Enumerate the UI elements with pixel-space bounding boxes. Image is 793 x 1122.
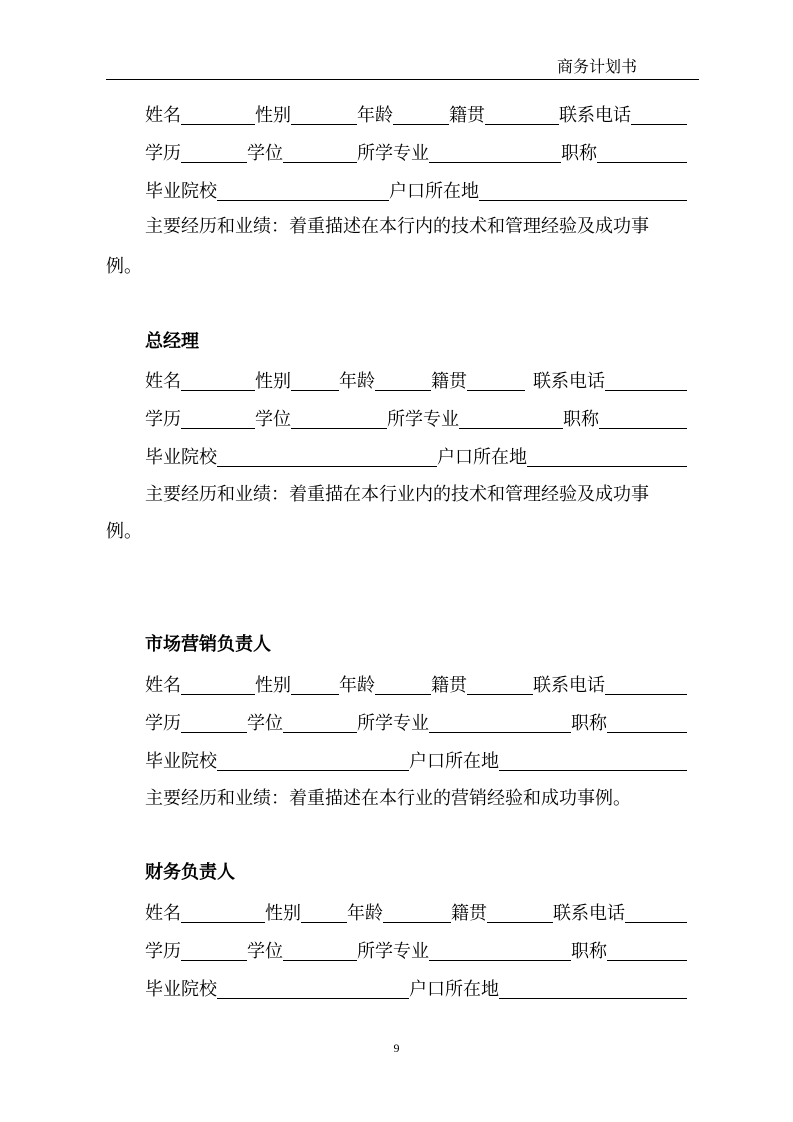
degree-blank[interactable] xyxy=(283,713,357,733)
phone-label: 联系电话 xyxy=(533,371,605,392)
hukou-blank[interactable] xyxy=(499,979,687,999)
section-title-marketing-head: 市场营销负责人 xyxy=(145,634,271,655)
phone-label: 联系电话 xyxy=(559,105,631,126)
hukou-label: 户口所在地 xyxy=(437,447,527,468)
origin-label: 籍贯 xyxy=(431,675,467,696)
major-label: 所学专业 xyxy=(357,143,429,164)
experience-text: 主要经历和业绩：着重描在本行业内的技术和管理经验及成功事 xyxy=(145,484,649,505)
origin-blank[interactable] xyxy=(467,371,525,391)
education-blank[interactable] xyxy=(181,409,255,429)
phone-blank[interactable] xyxy=(631,105,687,125)
gender-blank[interactable] xyxy=(291,371,339,391)
major-blank[interactable] xyxy=(459,409,563,429)
school-blank[interactable] xyxy=(217,979,409,999)
title-rank-label: 职称 xyxy=(563,409,599,430)
education-row xyxy=(145,407,687,431)
education-label: 学历 xyxy=(145,941,181,962)
page-number: 9 xyxy=(393,1041,400,1055)
degree-blank[interactable] xyxy=(291,409,387,429)
phone-label: 联系电话 xyxy=(553,903,625,924)
section-title-finance-head: 财务负责人 xyxy=(145,862,235,883)
phone-label: 联系电话 xyxy=(533,675,605,696)
school-row xyxy=(145,179,687,203)
age-label: 年龄 xyxy=(357,105,393,126)
education-blank[interactable] xyxy=(181,143,247,163)
age-blank[interactable] xyxy=(375,675,431,695)
major-blank[interactable] xyxy=(429,143,561,163)
education-row xyxy=(145,141,687,165)
degree-label: 学位 xyxy=(247,143,283,164)
school-row xyxy=(145,749,687,773)
origin-label: 籍贯 xyxy=(431,371,467,392)
experience-text-continued: 例。 xyxy=(106,256,142,277)
major-label: 所学专业 xyxy=(357,713,429,734)
school-blank[interactable] xyxy=(217,751,409,771)
title-rank-blank[interactable] xyxy=(607,941,687,961)
age-label: 年龄 xyxy=(339,675,375,696)
age-blank[interactable] xyxy=(393,105,449,125)
name-blank[interactable] xyxy=(181,903,265,923)
degree-label: 学位 xyxy=(247,941,283,962)
gender-label: 性别 xyxy=(265,903,301,924)
education-label: 学历 xyxy=(145,143,181,164)
degree-label: 学位 xyxy=(247,713,283,734)
hukou-label: 户口所在地 xyxy=(409,979,499,1000)
phone-blank[interactable] xyxy=(605,675,687,695)
name-blank[interactable] xyxy=(181,105,255,125)
header-title: 商务计划书 xyxy=(557,57,638,76)
personal-info-row xyxy=(145,673,687,697)
hukou-label: 户口所在地 xyxy=(389,181,479,202)
hukou-blank[interactable] xyxy=(527,447,687,467)
gender-label: 性别 xyxy=(255,105,291,126)
origin-blank[interactable] xyxy=(485,105,559,125)
education-label: 学历 xyxy=(145,409,181,430)
name-label: 姓名 xyxy=(145,903,181,924)
hukou-blank[interactable] xyxy=(479,181,687,201)
personal-info-row xyxy=(145,103,687,127)
name-blank[interactable] xyxy=(181,675,255,695)
age-blank[interactable] xyxy=(375,371,431,391)
title-rank-blank[interactable] xyxy=(597,143,687,163)
education-blank[interactable] xyxy=(181,941,247,961)
origin-label: 籍贯 xyxy=(449,105,485,126)
name-blank[interactable] xyxy=(181,371,255,391)
personal-info-row xyxy=(145,369,687,393)
school-label: 毕业院校 xyxy=(145,447,217,468)
name-label: 姓名 xyxy=(145,371,181,392)
major-blank[interactable] xyxy=(429,941,571,961)
school-label: 毕业院校 xyxy=(145,751,217,772)
degree-blank[interactable] xyxy=(283,941,357,961)
personal-info-row xyxy=(145,901,687,925)
school-row xyxy=(145,977,687,1001)
age-blank[interactable] xyxy=(383,903,451,923)
school-label: 毕业院校 xyxy=(145,181,217,202)
education-blank[interactable] xyxy=(181,713,247,733)
name-label: 姓名 xyxy=(145,675,181,696)
title-rank-blank[interactable] xyxy=(607,713,687,733)
title-rank-label: 职称 xyxy=(571,713,607,734)
major-label: 所学专业 xyxy=(357,941,429,962)
degree-label: 学位 xyxy=(255,409,291,430)
origin-blank[interactable] xyxy=(487,903,553,923)
origin-label: 籍贯 xyxy=(451,903,487,924)
header-rule xyxy=(106,79,699,80)
origin-blank[interactable] xyxy=(467,675,533,695)
name-label: 姓名 xyxy=(145,105,181,126)
gender-blank[interactable] xyxy=(301,903,347,923)
hukou-label: 户口所在地 xyxy=(409,751,499,772)
degree-blank[interactable] xyxy=(283,143,357,163)
age-label: 年龄 xyxy=(339,371,375,392)
title-rank-label: 职称 xyxy=(561,143,597,164)
gender-label: 性别 xyxy=(255,675,291,696)
experience-text: 主要经历和业绩：着重描述在本行业的营销经验和成功事例。 xyxy=(145,788,631,809)
hukou-blank[interactable] xyxy=(499,751,687,771)
school-blank[interactable] xyxy=(217,447,437,467)
education-row xyxy=(145,711,687,735)
experience-text: 主要经历和业绩：着重描述在本行内的技术和管理经验及成功事 xyxy=(145,216,649,237)
gender-label: 性别 xyxy=(255,371,291,392)
major-blank[interactable] xyxy=(429,713,571,733)
title-rank-label: 职称 xyxy=(571,941,607,962)
phone-blank[interactable] xyxy=(625,903,687,923)
title-rank-blank[interactable] xyxy=(599,409,687,429)
education-label: 学历 xyxy=(145,713,181,734)
school-row xyxy=(145,445,687,469)
education-row xyxy=(145,939,687,963)
gender-blank[interactable] xyxy=(291,105,357,125)
school-label: 毕业院校 xyxy=(145,979,217,1000)
major-label: 所学专业 xyxy=(387,409,459,430)
experience-text-continued: 例。 xyxy=(106,521,142,542)
school-blank[interactable] xyxy=(217,181,389,201)
age-label: 年龄 xyxy=(347,903,383,924)
section-title-general-manager: 总经理 xyxy=(145,331,199,352)
phone-blank[interactable] xyxy=(605,371,687,391)
gender-blank[interactable] xyxy=(291,675,339,695)
